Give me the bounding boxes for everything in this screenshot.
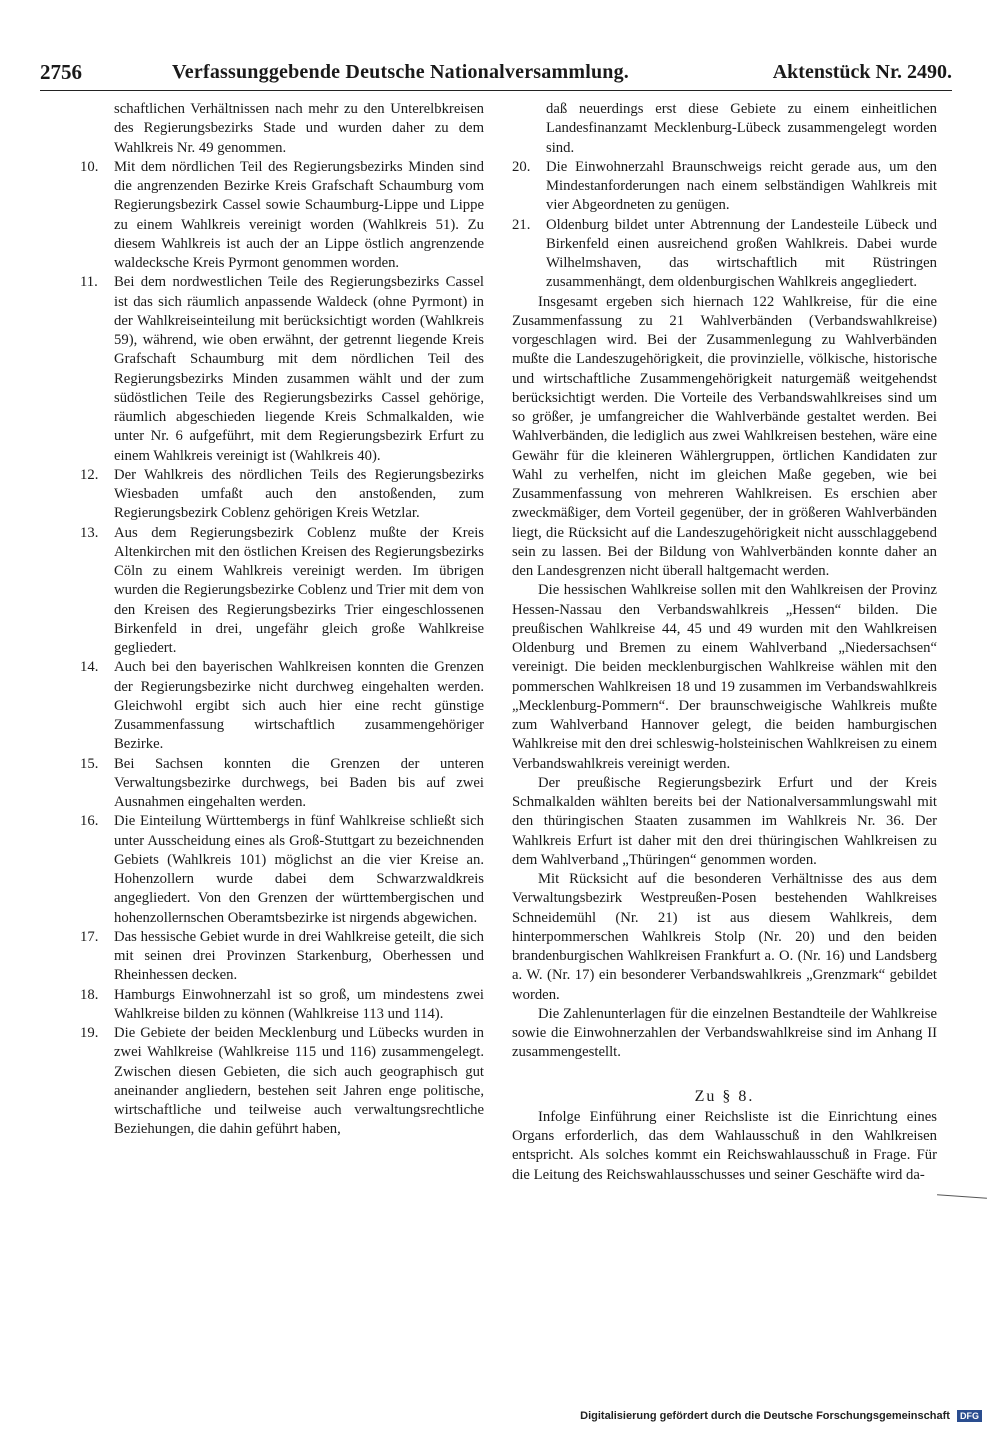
item-text: Die Gebiete der beiden Mecklenburg und Lübecks wurden in zwei Wahlkreise (Wahlkreise 115 und 116) zusammengelegt. Zwischen diesen Gebieten, die sich auch geographisch gut aneinander angliedern, bestehen seit Jahren enge politische, wirtschaftliche und teilweise auch verwaltungsrechtliche Beziehungen, die dahin geführt haben, [114,1025,484,1138]
item-text: Der Wahlkreis des nördlichen Teils des Regierungsbezirks Wiesbaden umfaßt auch den anstoßenden, zum Regierungsbezirk Coblenz gehörigen Kreis Wetzlar. [114,466,484,522]
page-number: 2756 [40,60,82,84]
body-paragraph: Die hessischen Wahlkreise sollen mit den Wahlkreisen der Provinz Hessen-Nassau den Verbandswahlkreis „Hessen“ bilden. Die preußischen Wahlkreise 44, 45 und 49 wurden mit den Wahlkreisen Oldenburg und Bremen zu einem Wahlverband „Niedersachsen“ vereinigt. Die beiden mecklenburgischen Wahlkreise wählen mit den pommerschen Wahlkreisen 18 und 19 zusammen im Verbandswahlkreis „Mecklenburg-Pommern“. Der braunschweigische Wahlkreis mußte zum Wahlverband Hannover gelegt, die beiden hamburgischen Wahlkreise mit den drei schleswig-holsteinischen Wahlkreisen zu einem Verbandswahlkreis vereinigt werden. [512,582,937,772]
item-number: 21. [512,216,531,233]
document-number: Aktenstück Nr. 2490. [772,61,952,83]
item-number: 14. [80,659,99,676]
list-item [80,986,484,1025]
item-text: Die Einwohnerzahl Braunschweigs reicht gerade aus, um den Mindestanforderungen nach einem selbständigen Wahlkreis mit vier Abgeordneten zu genügen. [546,158,937,214]
item-text: Bei Sachsen konnten die Grenzen der unteren Verwaltungsbezirke durchwegs, bei Baden bis auf zwei Ausnahmen eingehalten werden. [114,755,484,810]
body-paragraph: Insgesamt ergeben sich hiernach 122 Wahlkreise, für die eine Zusammenfassung zu 21 Wahlverbänden (Verbandswahlkreise) vorgeschlagen wird. Bei der Zusammenlegung zu Wahlverbänden mußte die Landeszugehörigkeit, die provinzielle, völkische, historische und wirtschaftliche Zusammengehörigkeit naturgemäß weitgehendst berücksichtigt werden. Die Vorteile des Verbandswahlkreises sind um so größer, je umfangreicher die Wahlverbände gestaltet werden. Bei Wahlverbänden, die lediglich aus zwei Wahlkreisen bestehen, wäre eine Gewähr für die kleineren Wählergruppen, örtlichen Kandidaten zur Wahl zu verhelfen, nicht im gleichen Maße gegeben, wie bei Zusammenfassung von mehreren Wahlkreisen. Es erschien aber zweckmäßiger, dem Vorteil gegenüber, der in größeren Wahlverbänden liegt, die Rücksicht auf die Landeszugehörigkeit nicht ausschlaggebend sein zu lassen. Bei der Bildung von Wahlverbänden konnte daher an den Landesgrenzen nicht überall haltgemacht werden. [512,293,937,579]
digitization-credit [580,1410,982,1422]
item-text: Bei dem nordwestlichen Teile des Regierungsbezirks Cassel ist das sich räumlich anpassende Waldeck (ohne Pyrmont) in der Wahlkreiseinteilung mit berücksichtigt worden (Wahlkreis 59), während, wie oben erwähnt, der getrennt liegende Kreis Grafschaft Schaumburg mit dem nördlichen Teil des Regierungsbezirks Minden zusammen wählt und der zum südöstlichen Teile des Regierungsbezirks Cassel gehörige, räumlich abgeschieden liegende Kreis Schmalkalden, wie unter Nr. 6 aufgeführt, mit dem Regierungsbezirk Erfurt zu einem Wahlkreis vereinigt ist (Wahlkreis 40). [114,274,484,464]
item-number: 11. [80,274,98,291]
list-item [512,216,937,293]
item-number: 16. [80,813,99,830]
item-text: Oldenburg bildet unter Abtrennung der Landesteile Lübeck und Birkenfeld einen ausreichend großen Wahlkreis. Dabei wurde Wilhelmshaven, das wirtschaftlich mit Rüstringen zusammenhängt, dem oldenburgischen Wahlkreis angegliedert. [546,216,937,291]
credit-text: Digitalisierung gefördert durch die Deutsche Forschungsgemeinschaft [580,1410,950,1422]
dfg-logo: DFG [957,1410,982,1422]
list-item [80,524,484,659]
body-paragraph: Die Zahlenunterlagen für die einzelnen Bestandteile der Wahlkreise sowie die Einwohnerzahlen der Verbandswahlkreise sind im Anhang II zusammengestellt. [512,1005,937,1061]
body-paragraph: Mit Rücksicht auf die besonderen Verhältnisse des aus dem Verwaltungsbezirk Westpreußen-Posen bestehenden Wahlkreises Schneidemühl (Nr. 21) ist aus diesem Wahlkreis, dem hinterpommerschen Wahlkreis Stolp (Nr. 20) und den beiden brandenburgischen Wahlkreisen Frankfurt a. O. (Nr. 16) und Landsberg a. W. (Nr. 17) ein besonderer Verbandswahlkreis „Grenzmark“ gebildet worden. [512,871,937,1003]
item-number: 20. [512,158,531,175]
item-text: Das hessische Gebiet wurde in drei Wahlkreise geteilt, die sich mit seinen drei Provinzen Starkenburg, Oberhessen und Rheinhessen decken. [114,928,484,984]
item-number: 19. [80,1025,99,1041]
item-number: 13. [80,524,99,541]
list-item [512,158,937,216]
list-item [80,812,484,928]
item-text: Die Einteilung Württembergs in fünf Wahlkreise schließt sich unter Ausscheidung eines als Groß-Stuttgart zu bezeichnenden Gebiets (Wahlkreis 101) möglichst an die vier Kreise an. Hohenzollern wurde dabei dem Schwarzwaldkreis angegliedert. Von den Grenzen der württembergischen und hohenzollernschen Oberamtsbezirke ist nirgends abgewichen. [114,813,484,926]
running-title: Verfassunggebende Deutsche Nationalversammlung. [172,61,629,83]
left-column [80,100,484,1140]
item-number: 10. [80,158,99,175]
margin-line [937,1194,987,1198]
right-column [512,100,937,1185]
list-item [80,273,484,466]
item-text: Aus dem Regierungsbezirk Coblenz mußte der Kreis Altenkirchen mit den östlichen Kreisen des Regierungsbezirks Cöln zu einem Wahlkreis vereinigt werden. Im übrigen wurden die Regierungsbezirke Coblenz und Trier mit dem von den Kreisen des Regierungsbezirks Trier eingeschlossenen Birkenfeld in drei, ungefähr gleich große Wahlkreise gegliedert. [114,524,484,656]
list-item [80,928,484,986]
list-item [80,158,484,274]
item-text: Hamburgs Einwohnerzahl ist so groß, um mindestens zwei Wahlkreise bilden zu können (Wahlkreise 113 und 114). [114,986,484,1022]
page-header [40,60,952,91]
list-item [80,755,484,813]
body-paragraph: Der preußische Regierungsbezirk Erfurt und der Kreis Schmalkalden wählten bereits bei der Nationalversammlungswahl mit den thüringischen Staaten zusammen im Wahlkreis Nr. 36. Der Wahlkreis Erfurt ist daher mit den drei thüringischen Wahlkreisen zu dem Wahlverband „Thüringen“ genommen worden. [512,774,937,868]
list-item [80,466,484,524]
list-item [80,1024,484,1140]
item-number: 15. [80,755,99,772]
item-number: 12. [80,466,99,483]
continuation-text: schaftlichen Verhältnissen nach mehr zu den Unterelbkreisen des Regierungsbezirks Stade und wurden daher zu dem Wahlkreis Nr. 49 genommen. [114,101,484,156]
body-paragraph: Infolge Einführung einer Reichsliste ist die Einrichtung eines Organs erforderlich, das dem Wahlausschuß in den Wahlkreisen entspricht. Als solches kommt ein Reichswahlausschuß in Frage. Für die Leitung des Reichswahlausschusses und seiner Geschäfte wird da- [512,1108,937,1183]
item-text: Auch bei den bayerischen Wahlkreisen konnten die Grenzen der Regierungsbezirke nicht durchweg eingehalten werden. Gleichwohl ergibt sich auch hier eine recht günstige Zusammenfassung wirtschaftlich zusammengehöriger Bezirke. [114,659,484,753]
item-text: Mit dem nördlichen Teil des Regierungsbezirks Minden sind die angrenzenden Bezirke Kreis Grafschaft Schaumburg vom Regierungsbezirk Cassel sowie Schaumburg-Lippe und Lippe zu einem Wahlkreis vereinigt worden (Wahlkreis 51). Zu diesem Wahlkreis ist auch der an Lippe östlich angrenzende waldecksche Kreis Pyrmont genommen worden. [114,158,484,271]
item-number: 18. [80,986,99,1003]
section-heading: Zu § 8. [694,1087,755,1105]
item-number: 17. [80,928,99,945]
list-item [80,658,484,754]
continuation-text: daß neuerdings erst diese Gebiete zu einem einheitlichen Landesfinanzamt Mecklenburg-Lübeck zusammengelegt worden sind. [546,101,937,156]
